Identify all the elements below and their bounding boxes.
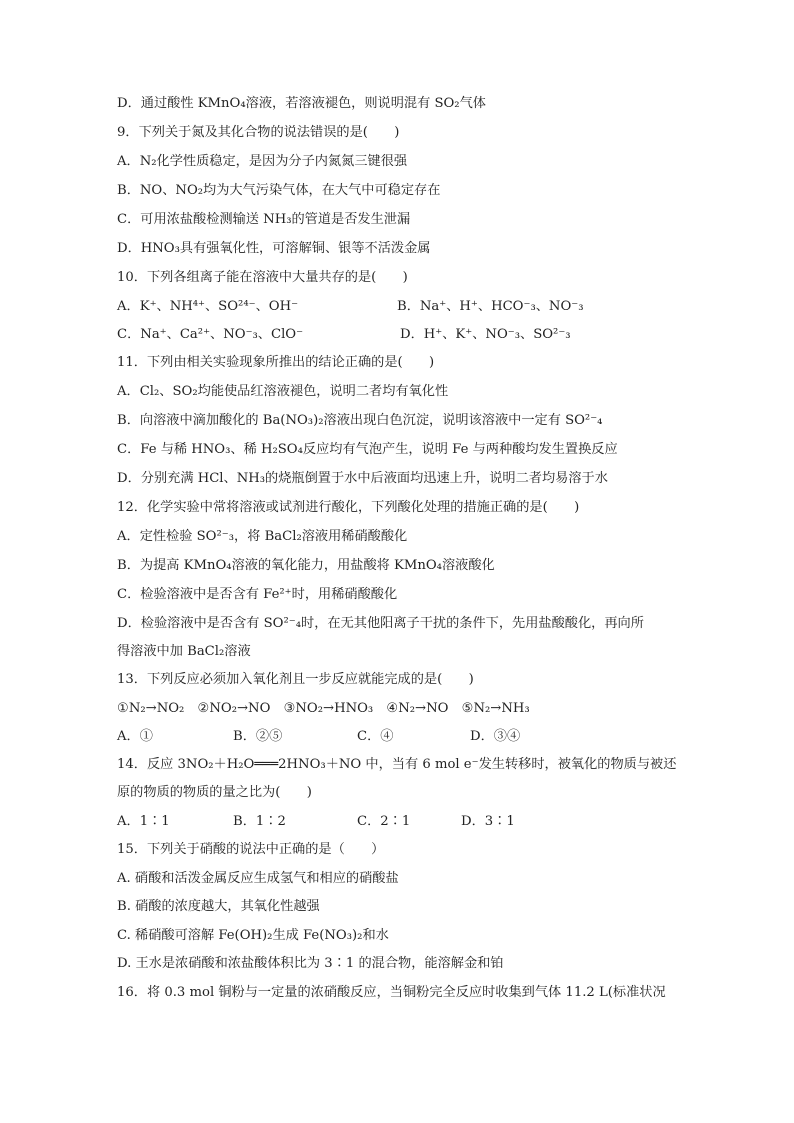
q15-option-d: D. 王水是浓硝酸和浓盐酸体积比为 3∶1 的混合物，能溶解金和铂 (117, 956, 504, 971)
q13-option-a: A．① (117, 729, 153, 744)
q13-items: ①N₂→NO₂ ②NO₂→NO ③NO₂→HNO₃ ④N₂→NO ⑤N₂→NH₃ (117, 701, 530, 716)
q14-stem-continued: 原的物质的物质的量之比为( ) (117, 785, 312, 800)
q14-option-c: C．2∶1 (357, 814, 411, 829)
q10-option-a: A．K⁺、NH⁴⁺、SO²⁴⁻、OH⁻ (117, 299, 299, 314)
q11-stem: 11．下列由相关实验现象所推出的结论正确的是( ) (117, 355, 435, 370)
q14-stem: 14．反应 3NO₂＋H₂O═══2HNO₃＋NO 中，当有 6 mol e⁻发生转移时，被氧化的物质与被还 (117, 757, 677, 772)
q14-option-a: A．1∶1 (117, 814, 170, 829)
q11-option-d: D．分别充满 HCl、NH₃的烧瓶倒置于水中后液面均迅速上升，说明二者均易溶于水 (117, 471, 608, 486)
q16-stem: 16．将 0.3 mol 铜粉与一定量的浓硝酸反应，当铜粉完全反应时收集到气体 11.2 L(标准状况 (117, 985, 666, 1000)
q9-option-d: D．HNO₃具有强氧化性，可溶解铜、银等不活泼金属 (117, 241, 431, 256)
q9-option-b: B．NO、NO₂均为大气污染气体，在大气中可稳定存在 (117, 183, 441, 198)
q13-option-c: C．④ (357, 729, 394, 744)
q10-option-c: C．Na⁺、Ca²⁺、NO⁻₃、ClO⁻ (117, 327, 304, 342)
q9-option-c: C．可用浓盐酸检测输送 NH₃的管道是否发生泄漏 (117, 212, 411, 227)
q11-option-b: B．向溶液中滴加酸化的 Ba(NO₃)₂溶液出现白色沉淀，说明该溶液中一定有 SO²⁻₄ (117, 413, 603, 428)
q11-option-c: C．Fe 与稀 HNO₃、稀 H₂SO₄反应均有气泡产生，说明 Fe 与两种酸均发生置换反应 (117, 442, 618, 457)
q12-stem: 12．化学实验中常将溶液或试剂进行酸化，下列酸化处理的措施正确的是( ) (117, 500, 580, 515)
q12-option-d: D．检验溶液中是否含有 SO²⁻₄时，在无其他阳离子干扰的条件下，先用盐酸酸化，再向所 (117, 616, 644, 631)
q13-option-b: B．②⑤ (233, 729, 283, 744)
q15-option-c: C. 稀硝酸可溶解 Fe(OH)₂生成 Fe(NO₃)₂和水 (117, 928, 389, 943)
q12-option-d-continued: 得溶液中加 BaCl₂溶液 (117, 644, 251, 659)
q9-option-a: A．N₂化学性质稳定，是因为分子内氮氮三键很强 (117, 154, 408, 169)
q15-option-a: A. 硝酸和活泼金属反应生成氢气和相应的硝酸盐 (117, 871, 399, 886)
q9-stem: 9．下列关于氮及其化合物的说法错误的是( ) (117, 125, 400, 140)
q11-option-a: A．Cl₂、SO₂均能使品红溶液褪色，说明二者均有氧化性 (117, 384, 449, 399)
q12-option-b: B．为提高 KMnO₄溶液的氧化能力，用盐酸将 KMnO₄溶液酸化 (117, 558, 495, 573)
q14-option-d: D．3∶1 (461, 814, 515, 829)
q10-option-d: D．H⁺、K⁺、NO⁻₃、SO²⁻₃ (400, 327, 571, 342)
q10-stem: 10．下列各组离子能在溶液中大量共存的是( ) (117, 270, 408, 285)
q15-stem: 15．下列关于硝酸的说法中正确的是（ ） (117, 842, 385, 857)
q8-option-d: D．通过酸性 KMnO₄溶液，若溶液褪色，则说明混有 SO₂气体 (117, 96, 486, 111)
q12-option-c: C．检验溶液中是否含有 Fe²⁺时，用稀硝酸酸化 (117, 587, 398, 602)
q10-option-b: B．Na⁺、H⁺、HCO⁻₃、NO⁻₃ (397, 299, 584, 314)
q12-option-a: A．定性检验 SO²⁻₃，将 BaCl₂溶液用稀硝酸酸化 (117, 529, 408, 544)
q14-option-b: B．1∶2 (233, 814, 286, 829)
q15-option-b: B. 硝酸的浓度越大，其氧化性越强 (117, 899, 320, 914)
q13-option-d: D．③④ (470, 729, 521, 744)
q13-stem: 13．下列反应必须加入氧化剂且一步反应就能完成的是( ) (117, 672, 474, 687)
